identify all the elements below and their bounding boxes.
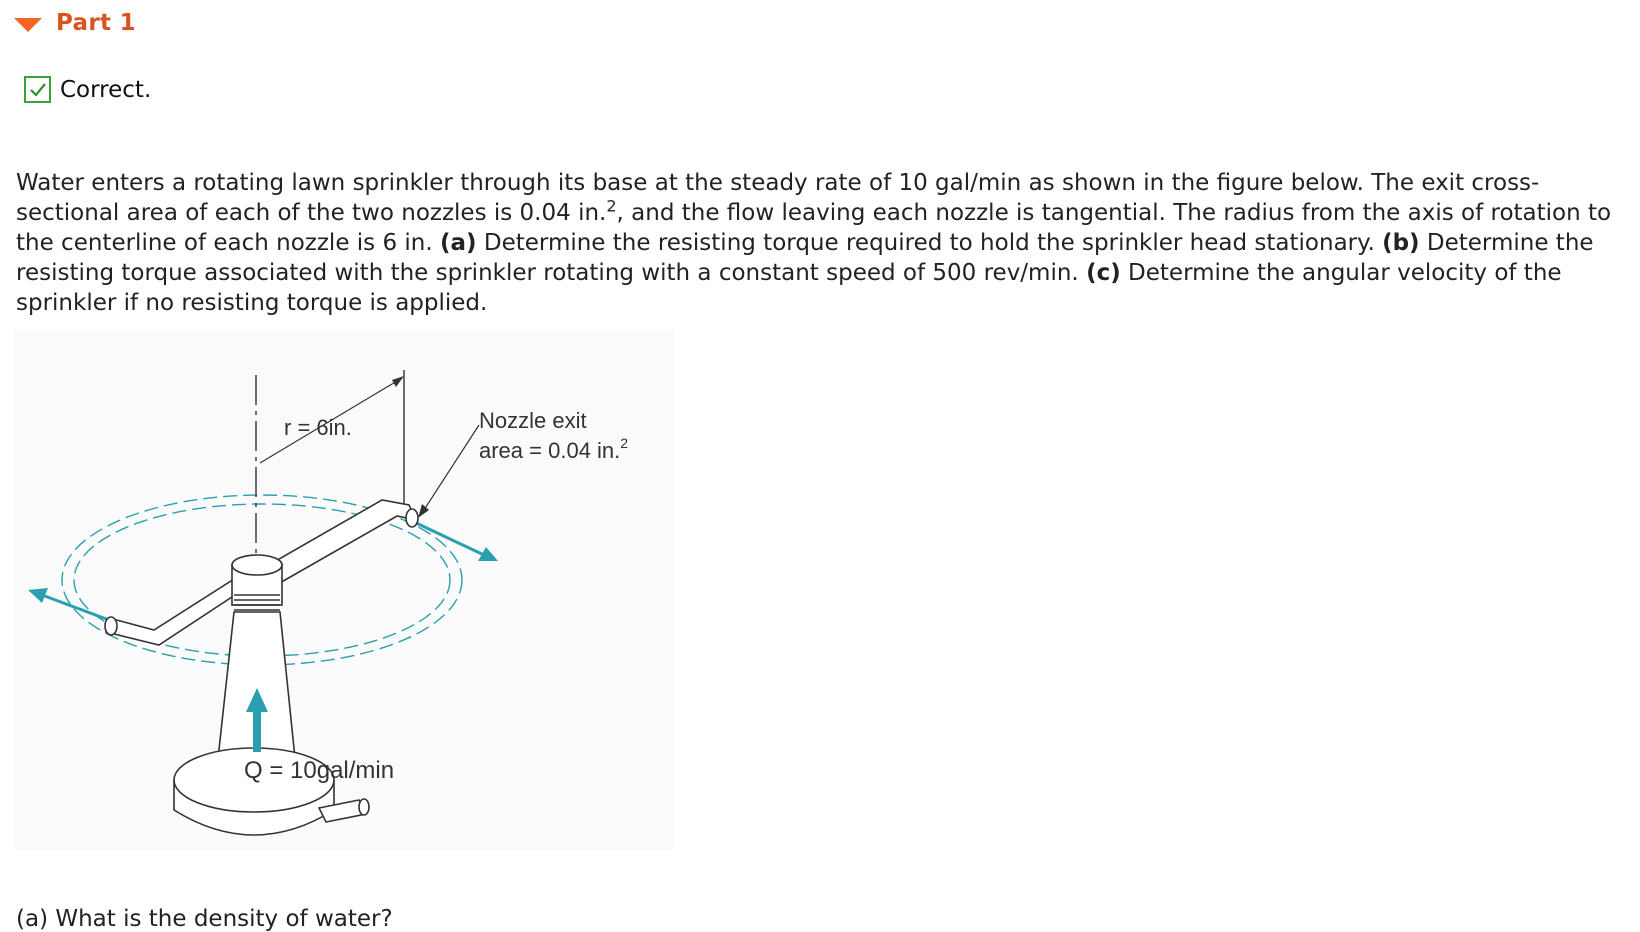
sprinkler-figure bbox=[14, 330, 674, 850]
nozzle-pointer-arrow bbox=[418, 504, 429, 518]
flow-rate-label: Q = 10gal/min bbox=[244, 757, 395, 784]
nozzle-area-text: area = 0.04 in. bbox=[479, 438, 621, 463]
radius-arrow-head bbox=[392, 376, 404, 387]
part-title[interactable]: Part 1 bbox=[56, 10, 136, 36]
part-c-label: (c) bbox=[1086, 260, 1121, 286]
collapse-triangle-icon[interactable] bbox=[14, 18, 42, 32]
problem-sentence-2: , and the flow leaving each nozzle is tangential. The radius from the axis of rotation to the centerline of each nozzle is 6 in. bbox=[16, 200, 1612, 256]
superscript-2: 2 bbox=[606, 196, 617, 216]
left-flow-arrow bbox=[28, 588, 109, 620]
right-flow-arrow bbox=[414, 522, 498, 561]
radius-label: r = 6in. bbox=[284, 415, 352, 440]
part-b-text: Determine the resisting torque associated with the sprinkler rotating with a constant speed of 500 rev/min. bbox=[16, 230, 1594, 286]
part-a-label: (a) bbox=[440, 230, 477, 256]
sprinkler-hub bbox=[232, 555, 282, 610]
problem-sentence-1: Water enters a rotating lawn sprinkler through its base at the steady rate of 10 gal/min as shown in the figure below. The exit cross-sectional area of each of the two nozzles is 0.04 in. bbox=[16, 170, 1540, 226]
part-a-text: Determine the resisting torque required to hold the sprinkler head stationary. bbox=[476, 230, 1383, 256]
nozzle-label-line-1: Nozzle exit bbox=[479, 408, 587, 433]
correct-status bbox=[24, 76, 151, 103]
nozzle-pointer-line bbox=[422, 425, 479, 513]
nozzle-label-line-2 bbox=[479, 435, 628, 463]
part-header[interactable] bbox=[14, 10, 136, 36]
checkmark-icon bbox=[24, 76, 51, 103]
next-question: (a) What is the density of water? bbox=[16, 906, 393, 932]
part-c-text: Determine the angular velocity of the sprinkler if no resisting torque is applied. bbox=[16, 260, 1562, 316]
nozzle-area-sup: 2 bbox=[620, 435, 629, 451]
part-b-label: (b) bbox=[1382, 230, 1420, 256]
problem-statement bbox=[16, 168, 1626, 318]
correct-label: Correct. bbox=[60, 76, 152, 103]
